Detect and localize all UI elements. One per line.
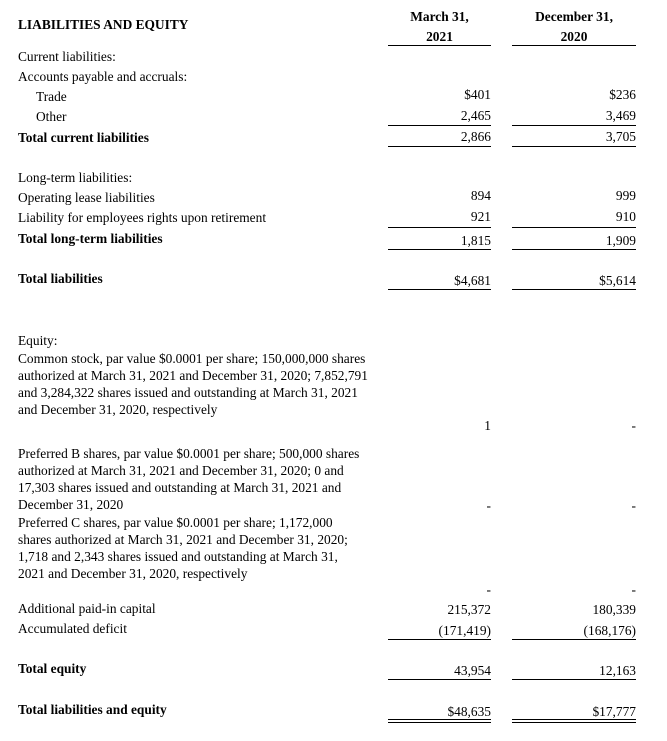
total-equity-rule-2020 — [512, 679, 636, 680]
common-stock-label: Common stock, par value $0.0001 per share; 150,000,000 shares authorized at March 31, 2021 and December 31, 2020; 7,852,791 and 3,284,322 shares issued and outstanding at March 31, 2021 and December 31, 2020, respectively — [18, 351, 368, 417]
current-subtotal-rule-2020 — [512, 125, 636, 126]
total-current-liabilities-2020: 3,705 — [605, 129, 636, 144]
longterm-total-rule-2021 — [388, 249, 491, 250]
equity-heading: Equity: — [18, 333, 58, 348]
other-2020-value: 3,469 — [605, 108, 636, 123]
current-total-rule-2020 — [512, 146, 636, 147]
employee-rights-label: Liability for employees rights upon retirement — [18, 210, 267, 225]
column-header-2021-line2: 2021 — [426, 29, 453, 44]
column-header-2020 — [512, 7, 636, 47]
grand-total-double-rule-2020 — [512, 719, 636, 723]
preferred-b-label: Preferred B shares, par value $0.0001 per share; 500,000 shares authorized at March 31, 2021 and December 31, 2020; 0 and 17,303 shares issued and outstanding at March 31, 2021 and December 31, 2020 — [18, 446, 360, 512]
total-liabilities-rule-2021 — [388, 289, 491, 290]
common-stock-2020: - — [631, 418, 636, 433]
preferred-c-2021: - — [486, 582, 491, 597]
grand-total-double-rule-2021 — [388, 719, 491, 723]
operating-lease-2021: 894 — [470, 188, 491, 203]
total-long-term-liabilities-2020: 1,909 — [605, 233, 636, 248]
equity-subtotal-rule-2020 — [512, 639, 636, 640]
trade-label: Trade — [36, 89, 67, 104]
apic-2020: 180,339 — [592, 602, 636, 617]
total-liabilities-2021: $4,681 — [454, 273, 491, 288]
column-header-2021 — [388, 7, 491, 47]
preferred-b-2021: - — [486, 498, 491, 513]
current-liabilities-heading: Current liabilities: — [18, 49, 116, 64]
longterm-total-rule-2020 — [512, 249, 636, 250]
apic-2021: 215,372 — [447, 602, 491, 617]
column-header-2020-line1: December 31, — [535, 9, 613, 24]
accumulated-deficit-label: Accumulated deficit — [18, 621, 127, 636]
total-equity-rule-2021 — [388, 679, 491, 680]
total-current-liabilities-label: Total current liabilities — [18, 130, 149, 145]
operating-lease-label: Operating lease liabilities — [18, 190, 155, 205]
section-title: LIABILITIES AND EQUITY — [18, 17, 189, 32]
total-long-term-liabilities-label: Total long-term liabilities — [18, 231, 163, 246]
preferred-c-2020: - — [631, 582, 636, 597]
total-liabilities-rule-2020 — [512, 289, 636, 290]
total-liabilities-equity-2021: $48,635 — [447, 704, 491, 719]
operating-lease-2020: 999 — [615, 188, 636, 203]
column-header-2021-line1: March 31, — [410, 9, 469, 24]
preferred-c-label: Preferred C shares, par value $0.0001 per share; 1,172,000 shares authorized at March 31, 2021 and December 31, 2020; 1,718 and 2,343 shares issued and outstanding at March 31, 2021 and December 31, 2020, respectively — [18, 515, 348, 581]
total-equity-2020: 12,163 — [599, 663, 636, 678]
header-underline-2021 — [388, 45, 491, 46]
total-equity-2021: 43,954 — [454, 663, 491, 678]
total-long-term-liabilities-2021: 1,815 — [460, 233, 491, 248]
other-label: Other — [36, 109, 67, 124]
longterm-subtotal-rule-2020 — [512, 227, 636, 228]
total-equity-label: Total equity — [18, 661, 87, 676]
preferred-b-2020: - — [631, 498, 636, 513]
equity-subtotal-rule-2021 — [388, 639, 491, 640]
total-liabilities-equity-label: Total liabilities and equity — [18, 702, 167, 717]
long-term-liabilities-heading: Long-term liabilities: — [18, 170, 133, 185]
accounts-payable-heading: Accounts payable and accruals: — [18, 69, 188, 84]
employee-rights-2021: 921 — [470, 209, 491, 224]
total-current-liabilities-2021: 2,866 — [460, 129, 491, 144]
accumulated-deficit-2020: (168,176) — [583, 623, 636, 638]
common-stock-2021: 1 — [484, 418, 491, 433]
employee-rights-2020: 910 — [615, 209, 636, 224]
longterm-subtotal-rule-2021 — [388, 227, 491, 228]
apic-label: Additional paid-in capital — [18, 601, 156, 616]
trade-2021-value: $401 — [464, 87, 491, 102]
total-liabilities-equity-2020: $17,777 — [592, 704, 636, 719]
total-liabilities-2020: $5,614 — [599, 273, 636, 288]
current-total-rule-2021 — [388, 146, 491, 147]
header-underline-2020 — [512, 45, 636, 46]
current-subtotal-rule-2021 — [388, 125, 491, 126]
total-liabilities-label: Total liabilities — [18, 271, 103, 286]
trade-2020-value: $236 — [609, 87, 636, 102]
accumulated-deficit-2021: (171,419) — [438, 623, 491, 638]
other-2021-value: 2,465 — [460, 108, 491, 123]
column-header-2020-line2: 2020 — [560, 29, 588, 44]
